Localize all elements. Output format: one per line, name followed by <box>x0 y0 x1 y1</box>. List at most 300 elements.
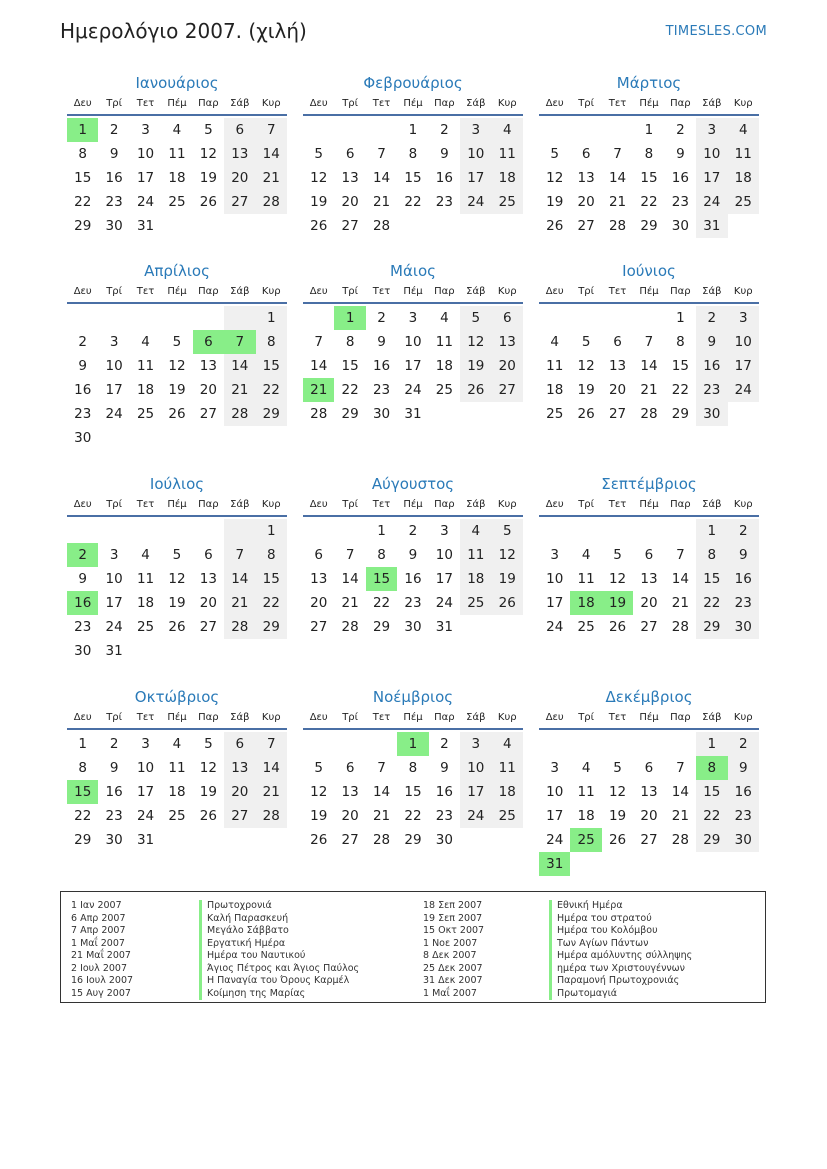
day-cell[interactable]: 1 <box>256 519 287 543</box>
day-cell[interactable]: 27 <box>199 619 217 635</box>
day-cell[interactable]: 17 <box>105 382 123 398</box>
day-cell[interactable]: 8 <box>78 760 87 776</box>
day-cell[interactable]: 9 <box>440 760 449 776</box>
day-cell[interactable]: 19 <box>199 170 217 186</box>
day-cell[interactable]: 17 <box>105 595 123 611</box>
day-cell[interactable]: 22 <box>372 595 391 611</box>
day-cell[interactable]: 25 <box>136 406 155 422</box>
day-cell[interactable]: 14 <box>640 358 658 374</box>
day-cell[interactable]: 5 <box>581 334 591 350</box>
day-cell[interactable]: 12 <box>310 784 328 800</box>
day-cell[interactable]: 3 <box>460 732 491 756</box>
day-cell[interactable]: 6 <box>345 760 355 776</box>
day-cell[interactable]: 17 <box>460 780 491 804</box>
day-cell[interactable]: 14 <box>341 571 359 587</box>
day-cell[interactable]: 26 <box>199 808 217 824</box>
day-cell[interactable]: 7 <box>256 732 287 756</box>
day-cell[interactable]: 28 <box>372 832 391 848</box>
day-cell[interactable]: 16 <box>372 358 391 374</box>
day-cell[interactable]: 1 <box>408 122 418 138</box>
day-cell[interactable]: 23 <box>728 591 759 615</box>
day-cell[interactable]: 27 <box>310 619 328 635</box>
day-cell[interactable]: 17 <box>728 354 759 378</box>
day-cell[interactable]: 16 <box>404 571 422 587</box>
day-cell[interactable]: 21 <box>256 780 287 804</box>
day-cell[interactable]: 19 <box>460 354 491 378</box>
day-cell[interactable]: 24 <box>136 808 155 824</box>
day-cell[interactable]: 11 <box>728 142 759 166</box>
day-cell[interactable]: 6 <box>613 334 622 350</box>
day-cell[interactable]: 3 <box>550 760 559 776</box>
day-cell[interactable]: 4 <box>581 547 591 563</box>
day-cell[interactable]: 12 <box>168 571 186 587</box>
day-cell[interactable]: 1 <box>67 118 98 142</box>
day-cell[interactable]: 4 <box>460 519 491 543</box>
day-cell[interactable]: 15 <box>671 358 689 374</box>
day-cell[interactable]: 6 <box>224 118 255 142</box>
day-cell[interactable]: 27 <box>492 378 523 402</box>
day-cell[interactable]: 13 <box>640 784 658 800</box>
day-cell[interactable]: 13 <box>199 571 217 587</box>
day-cell[interactable]: 2 <box>109 122 119 138</box>
day-cell[interactable]: 17 <box>546 595 564 611</box>
day-cell[interactable]: 8 <box>696 756 727 780</box>
day-cell[interactable]: 10 <box>136 760 155 776</box>
day-cell[interactable]: 16 <box>105 170 123 186</box>
day-cell[interactable]: 15 <box>696 780 727 804</box>
day-cell[interactable]: 18 <box>492 780 523 804</box>
day-cell[interactable]: 9 <box>109 760 119 776</box>
day-cell[interactable]: 1 <box>676 310 685 326</box>
day-cell[interactable]: 14 <box>372 170 391 186</box>
day-cell[interactable]: 20 <box>224 166 255 190</box>
day-cell[interactable]: 7 <box>224 330 255 354</box>
day-cell[interactable]: 13 <box>341 784 359 800</box>
day-cell[interactable]: 24 <box>460 190 491 214</box>
day-cell[interactable]: 15 <box>256 567 287 591</box>
day-cell[interactable]: 1 <box>644 122 654 138</box>
day-cell[interactable]: 6 <box>492 306 523 330</box>
day-cell[interactable]: 11 <box>168 760 186 776</box>
day-cell[interactable]: 11 <box>460 543 491 567</box>
day-cell[interactable]: 9 <box>78 358 87 374</box>
day-cell[interactable]: 11 <box>136 571 155 587</box>
day-cell[interactable]: 27 <box>224 804 255 828</box>
day-cell[interactable]: 25 <box>435 382 453 398</box>
day-cell[interactable]: 15 <box>67 780 98 804</box>
day-cell[interactable]: 8 <box>78 146 87 162</box>
day-cell[interactable]: 6 <box>644 760 654 776</box>
day-cell[interactable]: 3 <box>109 334 119 350</box>
day-cell[interactable]: 29 <box>640 218 658 234</box>
day-cell[interactable]: 3 <box>141 122 150 138</box>
day-cell[interactable]: 30 <box>728 828 759 852</box>
day-cell[interactable]: 15 <box>256 354 287 378</box>
day-cell[interactable]: 6 <box>193 330 224 354</box>
day-cell[interactable]: 27 <box>640 832 658 848</box>
day-cell[interactable]: 5 <box>172 334 182 350</box>
day-cell[interactable]: 19 <box>168 595 186 611</box>
day-cell[interactable]: 2 <box>78 334 87 350</box>
day-cell[interactable]: 13 <box>492 330 523 354</box>
day-cell[interactable]: 29 <box>372 619 391 635</box>
day-cell[interactable]: 21 <box>256 166 287 190</box>
day-cell[interactable]: 26 <box>168 619 186 635</box>
day-cell[interactable]: 17 <box>136 170 155 186</box>
day-cell[interactable]: 24 <box>435 595 453 611</box>
day-cell[interactable]: 4 <box>172 736 182 752</box>
day-cell[interactable]: 12 <box>460 330 491 354</box>
day-cell[interactable]: 17 <box>136 784 155 800</box>
day-cell[interactable]: 22 <box>256 591 287 615</box>
day-cell[interactable]: 14 <box>372 784 391 800</box>
day-cell[interactable]: 4 <box>141 334 150 350</box>
day-cell[interactable]: 20 <box>310 595 328 611</box>
day-cell[interactable]: 25 <box>168 808 186 824</box>
day-cell[interactable]: 30 <box>671 218 689 234</box>
day-cell[interactable]: 23 <box>372 382 391 398</box>
day-cell[interactable]: 2 <box>109 736 119 752</box>
day-cell[interactable]: 22 <box>74 808 92 824</box>
day-cell[interactable]: 22 <box>404 808 422 824</box>
day-cell[interactable]: 23 <box>74 406 92 422</box>
day-cell[interactable]: 25 <box>728 190 759 214</box>
day-cell[interactable]: 10 <box>696 142 727 166</box>
day-cell[interactable]: 4 <box>440 310 449 326</box>
day-cell[interactable]: 22 <box>256 378 287 402</box>
day-cell[interactable]: 8 <box>644 146 654 162</box>
day-cell[interactable]: 8 <box>345 334 355 350</box>
day-cell[interactable]: 6 <box>224 732 255 756</box>
day-cell[interactable]: 29 <box>671 406 689 422</box>
day-cell[interactable]: 26 <box>199 194 217 210</box>
day-cell[interactable]: 23 <box>696 378 727 402</box>
day-cell[interactable]: 10 <box>136 146 155 162</box>
day-cell[interactable]: 14 <box>224 567 255 591</box>
day-cell[interactable]: 7 <box>314 334 323 350</box>
day-cell[interactable]: 15 <box>404 170 422 186</box>
day-cell[interactable]: 26 <box>608 619 627 635</box>
day-cell[interactable]: 7 <box>377 760 386 776</box>
day-cell[interactable]: 22 <box>640 194 658 210</box>
day-cell[interactable]: 19 <box>168 382 186 398</box>
day-cell[interactable]: 18 <box>168 170 186 186</box>
day-cell[interactable]: 28 <box>256 804 287 828</box>
day-cell[interactable]: 1 <box>377 523 386 539</box>
day-cell[interactable]: 13 <box>224 756 255 780</box>
day-cell[interactable]: 19 <box>577 382 595 398</box>
day-cell[interactable]: 11 <box>492 756 523 780</box>
day-cell[interactable]: 20 <box>341 194 359 210</box>
day-cell[interactable]: 12 <box>492 543 523 567</box>
day-cell[interactable]: 26 <box>168 406 186 422</box>
day-cell[interactable]: 7 <box>345 547 355 563</box>
day-cell[interactable]: 16 <box>435 784 453 800</box>
day-cell[interactable]: 10 <box>546 784 564 800</box>
day-cell[interactable]: 14 <box>224 354 255 378</box>
day-cell[interactable]: 23 <box>404 595 422 611</box>
day-cell[interactable]: 10 <box>105 358 123 374</box>
day-cell[interactable]: 21 <box>372 194 391 210</box>
day-cell[interactable]: 19 <box>608 808 627 824</box>
day-cell[interactable]: 20 <box>492 354 523 378</box>
day-cell[interactable]: 4 <box>581 760 591 776</box>
day-cell[interactable]: 22 <box>404 194 422 210</box>
day-cell[interactable]: 21 <box>341 595 359 611</box>
day-cell[interactable]: 31 <box>539 852 570 876</box>
day-cell[interactable]: 12 <box>199 146 217 162</box>
day-cell[interactable]: 7 <box>644 334 654 350</box>
day-cell[interactable]: 28 <box>608 218 627 234</box>
day-cell[interactable]: 18 <box>136 595 155 611</box>
day-cell[interactable]: 24 <box>404 382 422 398</box>
day-cell[interactable]: 23 <box>105 808 123 824</box>
day-cell[interactable]: 8 <box>256 330 287 354</box>
day-cell[interactable]: 28 <box>256 190 287 214</box>
day-cell[interactable]: 23 <box>435 808 453 824</box>
day-cell[interactable]: 16 <box>728 780 759 804</box>
day-cell[interactable]: 25 <box>168 194 186 210</box>
day-cell[interactable]: 16 <box>696 354 727 378</box>
day-cell[interactable]: 14 <box>671 571 689 587</box>
day-cell[interactable]: 29 <box>74 832 92 848</box>
day-cell[interactable]: 2 <box>377 310 386 326</box>
day-cell[interactable]: 20 <box>341 808 359 824</box>
day-cell[interactable]: 7 <box>256 118 287 142</box>
day-cell[interactable]: 18 <box>136 382 155 398</box>
day-cell[interactable]: 27 <box>577 218 595 234</box>
day-cell[interactable]: 5 <box>460 306 491 330</box>
day-cell[interactable]: 21 <box>671 595 689 611</box>
day-cell[interactable]: 18 <box>168 784 186 800</box>
day-cell[interactable]: 24 <box>136 194 155 210</box>
day-cell[interactable]: 16 <box>74 382 92 398</box>
day-cell[interactable]: 11 <box>577 571 595 587</box>
day-cell[interactable]: 30 <box>372 406 391 422</box>
day-cell[interactable]: 28 <box>671 619 689 635</box>
day-cell[interactable]: 29 <box>696 615 727 639</box>
day-cell[interactable]: 16 <box>67 591 98 615</box>
day-cell[interactable]: 8 <box>377 547 386 563</box>
day-cell[interactable]: 27 <box>224 190 255 214</box>
day-cell[interactable]: 18 <box>460 567 491 591</box>
day-cell[interactable]: 3 <box>109 547 119 563</box>
day-cell[interactable]: 24 <box>696 190 727 214</box>
day-cell[interactable]: 22 <box>341 382 359 398</box>
day-cell[interactable]: 21 <box>224 378 255 402</box>
day-cell[interactable]: 1 <box>397 732 428 756</box>
day-cell[interactable]: 12 <box>608 571 627 587</box>
day-cell[interactable]: 7 <box>676 547 685 563</box>
day-cell[interactable]: 31 <box>696 214 727 238</box>
day-cell[interactable]: 11 <box>136 358 155 374</box>
day-cell[interactable]: 15 <box>366 567 397 591</box>
day-cell[interactable]: 5 <box>204 122 213 138</box>
day-cell[interactable]: 24 <box>728 378 759 402</box>
day-cell[interactable]: 17 <box>546 808 564 824</box>
day-cell[interactable]: 27 <box>640 619 658 635</box>
day-cell[interactable]: 8 <box>408 760 418 776</box>
day-cell[interactable]: 12 <box>168 358 186 374</box>
day-cell[interactable]: 13 <box>199 358 217 374</box>
day-cell[interactable]: 30 <box>105 832 123 848</box>
day-cell[interactable]: 3 <box>141 736 150 752</box>
day-cell[interactable]: 24 <box>105 619 123 635</box>
day-cell[interactable]: 11 <box>168 146 186 162</box>
day-cell[interactable]: 31 <box>136 832 155 848</box>
day-cell[interactable]: 29 <box>74 218 92 234</box>
day-cell[interactable]: 16 <box>671 170 689 186</box>
day-cell[interactable]: 8 <box>256 543 287 567</box>
day-cell[interactable]: 14 <box>608 170 627 186</box>
day-cell[interactable]: 10 <box>435 547 453 563</box>
day-cell[interactable]: 6 <box>581 146 591 162</box>
day-cell[interactable]: 7 <box>224 543 255 567</box>
day-cell[interactable]: 20 <box>640 808 658 824</box>
day-cell[interactable]: 28 <box>224 615 255 639</box>
day-cell[interactable]: 2 <box>440 736 449 752</box>
day-cell[interactable]: 15 <box>640 170 658 186</box>
day-cell[interactable]: 9 <box>676 146 685 162</box>
day-cell[interactable]: 10 <box>546 571 564 587</box>
day-cell[interactable]: 25 <box>136 619 155 635</box>
day-cell[interactable]: 18 <box>570 591 601 615</box>
day-cell[interactable]: 4 <box>172 122 182 138</box>
day-cell[interactable]: 21 <box>303 378 334 402</box>
day-cell[interactable]: 17 <box>435 571 453 587</box>
day-cell[interactable]: 7 <box>676 760 685 776</box>
day-cell[interactable]: 26 <box>608 832 627 848</box>
day-cell[interactable]: 21 <box>372 808 391 824</box>
day-cell[interactable]: 26 <box>492 591 523 615</box>
day-cell[interactable]: 23 <box>435 194 453 210</box>
day-cell[interactable]: 19 <box>546 194 564 210</box>
day-cell[interactable]: 1 <box>334 306 365 330</box>
day-cell[interactable]: 1 <box>78 736 87 752</box>
day-cell[interactable]: 6 <box>644 547 654 563</box>
day-cell[interactable]: 13 <box>341 170 359 186</box>
day-cell[interactable]: 18 <box>435 358 453 374</box>
day-cell[interactable]: 12 <box>577 358 595 374</box>
day-cell[interactable]: 28 <box>671 832 689 848</box>
day-cell[interactable]: 31 <box>404 406 422 422</box>
day-cell[interactable]: 9 <box>728 756 759 780</box>
day-cell[interactable]: 25 <box>492 190 523 214</box>
day-cell[interactable]: 9 <box>728 543 759 567</box>
day-cell[interactable]: 5 <box>172 547 182 563</box>
day-cell[interactable]: 20 <box>577 194 595 210</box>
day-cell[interactable]: 23 <box>74 619 92 635</box>
day-cell[interactable]: 3 <box>696 118 727 142</box>
day-cell[interactable]: 25 <box>492 804 523 828</box>
day-cell[interactable]: 8 <box>408 146 418 162</box>
day-cell[interactable]: 4 <box>550 334 559 350</box>
day-cell[interactable]: 15 <box>341 358 359 374</box>
day-cell[interactable]: 9 <box>109 146 119 162</box>
day-cell[interactable]: 12 <box>608 784 627 800</box>
day-cell[interactable]: 10 <box>404 334 422 350</box>
day-cell[interactable]: 2 <box>408 523 418 539</box>
day-cell[interactable]: 21 <box>608 194 627 210</box>
day-cell[interactable]: 15 <box>696 567 727 591</box>
day-cell[interactable]: 16 <box>728 567 759 591</box>
day-cell[interactable]: 24 <box>546 832 564 848</box>
day-cell[interactable]: 1 <box>696 519 727 543</box>
day-cell[interactable]: 2 <box>696 306 727 330</box>
day-cell[interactable]: 15 <box>404 784 422 800</box>
day-cell[interactable]: 13 <box>640 571 658 587</box>
day-cell[interactable]: 19 <box>492 567 523 591</box>
day-cell[interactable]: 29 <box>256 402 287 426</box>
day-cell[interactable]: 26 <box>310 832 328 848</box>
day-cell[interactable]: 1 <box>696 732 727 756</box>
day-cell[interactable]: 19 <box>310 194 328 210</box>
day-cell[interactable]: 27 <box>341 218 359 234</box>
day-cell[interactable]: 13 <box>310 571 328 587</box>
day-cell[interactable]: 17 <box>404 358 422 374</box>
day-cell[interactable]: 30 <box>404 619 422 635</box>
day-cell[interactable]: 19 <box>602 591 633 615</box>
day-cell[interactable]: 24 <box>546 619 564 635</box>
day-cell[interactable]: 5 <box>204 736 213 752</box>
day-cell[interactable]: 3 <box>728 306 759 330</box>
day-cell[interactable]: 11 <box>492 142 523 166</box>
day-cell[interactable]: 3 <box>460 118 491 142</box>
day-cell[interactable]: 13 <box>577 170 595 186</box>
brand-link[interactable]: TIMESLES.COM <box>665 24 767 39</box>
day-cell[interactable]: 6 <box>314 547 323 563</box>
day-cell[interactable]: 28 <box>372 218 391 234</box>
day-cell[interactable]: 27 <box>341 832 359 848</box>
day-cell[interactable]: 4 <box>492 118 523 142</box>
day-cell[interactable]: 24 <box>105 406 123 422</box>
day-cell[interactable]: 29 <box>256 615 287 639</box>
day-cell[interactable]: 30 <box>74 643 92 659</box>
day-cell[interactable]: 2 <box>676 122 685 138</box>
day-cell[interactable]: 28 <box>310 406 328 422</box>
day-cell[interactable]: 18 <box>546 382 564 398</box>
day-cell[interactable]: 21 <box>671 808 689 824</box>
day-cell[interactable]: 5 <box>314 146 323 162</box>
day-cell[interactable]: 23 <box>728 804 759 828</box>
day-cell[interactable]: 22 <box>74 194 92 210</box>
day-cell[interactable]: 22 <box>671 382 689 398</box>
day-cell[interactable]: 11 <box>577 784 595 800</box>
day-cell[interactable]: 25 <box>570 828 601 852</box>
day-cell[interactable]: 26 <box>460 378 491 402</box>
day-cell[interactable]: 20 <box>608 382 627 398</box>
day-cell[interactable]: 9 <box>440 146 449 162</box>
day-cell[interactable]: 3 <box>550 547 559 563</box>
day-cell[interactable]: 11 <box>546 358 564 374</box>
day-cell[interactable]: 27 <box>608 406 627 422</box>
day-cell[interactable]: 26 <box>546 218 564 234</box>
day-cell[interactable]: 25 <box>460 591 491 615</box>
day-cell[interactable]: 23 <box>671 194 689 210</box>
day-cell[interactable]: 10 <box>460 142 491 166</box>
day-cell[interactable]: 28 <box>224 402 255 426</box>
day-cell[interactable]: 22 <box>696 804 727 828</box>
day-cell[interactable]: 9 <box>78 571 87 587</box>
day-cell[interactable]: 7 <box>377 146 386 162</box>
day-cell[interactable]: 29 <box>696 828 727 852</box>
day-cell[interactable]: 14 <box>671 784 689 800</box>
day-cell[interactable]: 29 <box>404 832 422 848</box>
day-cell[interactable]: 25 <box>577 619 595 635</box>
day-cell[interactable]: 9 <box>408 547 418 563</box>
day-cell[interactable]: 6 <box>204 547 213 563</box>
day-cell[interactable]: 30 <box>696 402 727 426</box>
